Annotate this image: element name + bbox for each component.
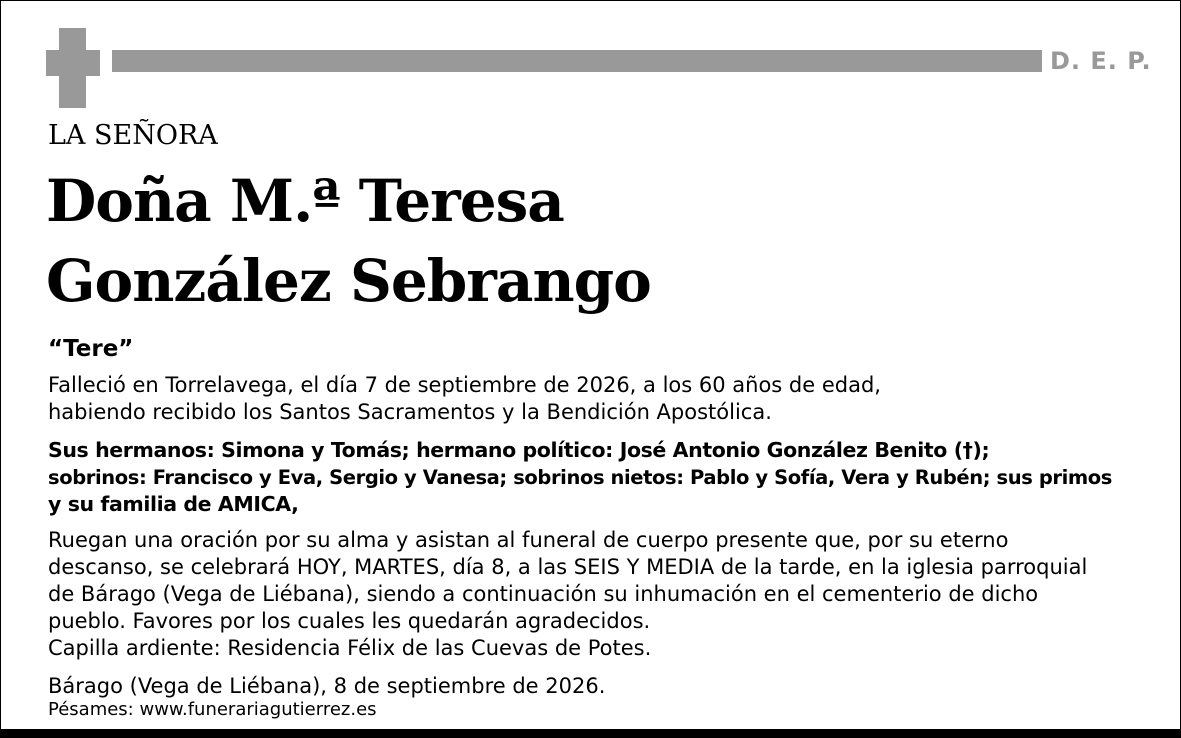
cross-icon xyxy=(46,28,100,108)
funeral-line: descanso, se celebrará HOY, MARTES, día 8, a las SEIS Y MEDIA de la tarde, en la iglesia parroquial xyxy=(48,555,1088,579)
condolences-link[interactable]: Pésames: www.funerariagutierrez.es xyxy=(48,699,377,720)
place-date: Bárago (Vega de Liébana), 8 de septiembre de 2026. xyxy=(48,674,606,698)
name-line-2: González Sebrango xyxy=(46,247,651,315)
bottom-rule xyxy=(0,729,1181,738)
family-line: y su familia de AMICA, xyxy=(48,492,299,516)
funeral-line: Capilla ardiente: Residencia Félix de las Cuevas de Potes. xyxy=(48,636,652,660)
funeral-line: Ruegan una oración por su alma y asistan al funeral de cuerpo presente que, por su eterno xyxy=(48,528,1009,552)
family-line: sobrinos: Francisco y Eva, Sergio y Vanesa; sobrinos nietos: Pablo y Sofía, Vera y Rubén; sus primos xyxy=(48,466,1112,489)
header-bar xyxy=(112,50,1042,72)
dep-label: D. E. P. xyxy=(1050,47,1152,75)
death-notice-line: Falleció en Torrelavega, el día 7 de septiembre de 2026, a los 60 años de edad, xyxy=(48,373,881,397)
nickname: “Tere” xyxy=(48,336,134,362)
family-line: Sus hermanos: Simona y Tomás; hermano político: José Antonio González Benito (†); xyxy=(48,438,990,462)
funeral-line: pueblo. Favores por los cuales les quedarán agradecidos. xyxy=(48,609,651,633)
funeral-line: de Bárago (Vega de Liébana), siendo a continuación su inhumación en el cementerio de dicho xyxy=(48,582,1039,606)
death-notice-line: habiendo recibido los Santos Sacramentos y la Bendición Apostólica. xyxy=(48,400,772,424)
name-line-1: Doña M.ª Teresa xyxy=(46,167,564,235)
honorific: LA SEÑORA xyxy=(48,120,218,151)
